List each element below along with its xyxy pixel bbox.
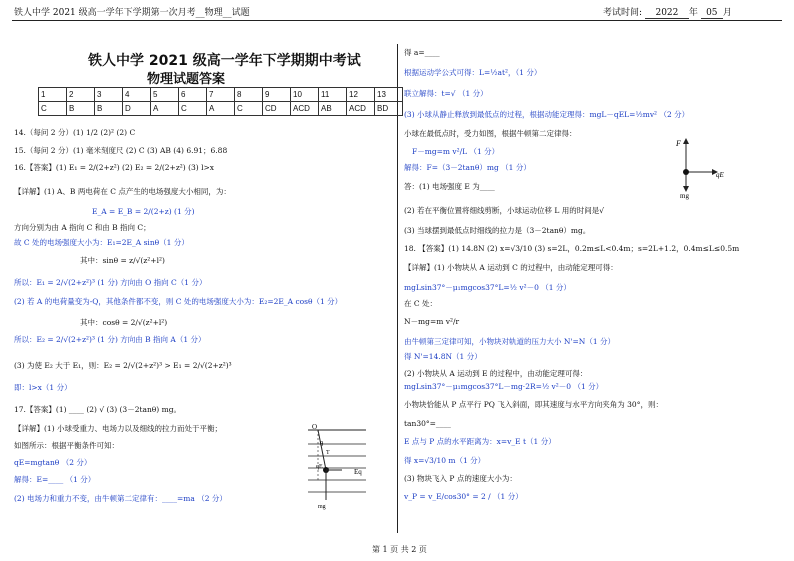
- answer-table-number-cell: 6: [179, 88, 207, 102]
- answer-table-number-cell: 12: [347, 88, 375, 102]
- pendulum-t-label: T: [326, 450, 330, 456]
- answer-table-answer-cell: ACD: [291, 102, 319, 116]
- header-exam-title: 铁人中学 2021 级高一学年下学期第一次月考__物理__试题: [14, 8, 250, 18]
- answer-table-number-cell: 8: [235, 88, 263, 102]
- right-answer-line: 答：(1) 电场强度 E 为____: [404, 182, 495, 191]
- pendulum-mg-label: mg: [318, 504, 326, 510]
- right-answer-line: 小物块恰能从 P 点平行 PQ 飞入斜面，即其速度与水平方向夹角为 30°，则：: [404, 400, 663, 409]
- answer-table-answer-cell: B: [67, 102, 95, 116]
- right-answer-line: 小球在最低点时，受力如图，根据牛顿第二定律得：: [404, 129, 577, 138]
- left-answer-line: 方向分别为由 A 指向 C 和由 B 指向 C；: [14, 223, 151, 232]
- right-answer-line: 在 C 处：: [404, 299, 438, 308]
- answer-table-answer-cell: A: [151, 102, 179, 116]
- right-answer-line: mgLsin37°－μ₁mgcos37°L=½ v²－0 （1 分）: [404, 283, 571, 292]
- answer-table-number-cell: 9: [263, 88, 291, 102]
- right-answer-line: (3) 物块飞入 P 点的速度大小为：: [404, 474, 517, 483]
- right-answer-line: 由牛顿第三定律可知，小物块对轨道的压力大小 N'=N（1 分）: [404, 337, 616, 346]
- right-answer-line: 得 x=√3/10 m（1 分）: [404, 456, 486, 465]
- right-answer-line: 得 a=____: [404, 48, 440, 57]
- answer-table-number-cell: 1: [39, 88, 67, 102]
- left-answer-line: 【详解】(1) 小球受重力、电场力以及细线的拉力而处于平衡；: [14, 424, 223, 433]
- answer-table-answer-cell: A: [207, 102, 235, 116]
- right-answer-line: (3) 当球摆到最低点时细线的拉力是（3－2tanθ）mg。: [404, 226, 591, 235]
- exam-month-suffix: 月: [722, 8, 732, 18]
- answer-table-answer-cell: CD: [263, 102, 291, 116]
- answer-table-answer-cell: B: [95, 102, 123, 116]
- answer-table-answer-cell: C: [235, 102, 263, 116]
- left-answer-line: (2) 电场力和重力不变，由牛顿第二定律有：____=ma （2 分）: [14, 494, 227, 503]
- right-answer-line: (2) 小物块从 A 运动到 E 的过程中，由动能定理可得：: [404, 369, 588, 378]
- right-answer-line: 【详解】(1) 小物块从 A 运动到 C 的过程中，由动能定理可得：: [404, 263, 618, 272]
- right-answer-line: N－mg=m v²/r: [404, 317, 460, 326]
- right-answer-line: (2) 若在平衡位置将细线剪断，小球运动位移 L 用的时间是√: [404, 206, 605, 215]
- force-diagram: [666, 134, 726, 200]
- exam-time-label: 考试时间:: [603, 8, 643, 18]
- answer-table-number-cell: 7: [207, 88, 235, 102]
- header-rule: [12, 20, 782, 21]
- column-divider: [397, 44, 398, 533]
- answer-table-answer-cell: C: [39, 102, 67, 116]
- left-answer-line: (2) 若 A 的电荷量变为-Q，其他条件都不变，则 C 处的电场强度大小为：E₂=2E_A cosθ（1 分）: [14, 297, 343, 306]
- answer-table-number-cell: 3: [95, 88, 123, 102]
- pendulum-theta-label: θ: [320, 440, 324, 448]
- left-answer-line: 15.（每问 2 分）(1) 毫米刻度尺 (2) C (3) AB (4) 6.91；6.88: [14, 146, 228, 155]
- left-answer-line: 其中：sinθ = z/√(z²+l²): [80, 256, 165, 265]
- answer-table-number-cell: 10: [291, 88, 319, 102]
- left-answer-line: qE=mgtanθ （2 分）: [14, 458, 92, 467]
- answer-table-number-cell: 11: [319, 88, 347, 102]
- right-answer-line: 根据运动学公式可得：L=½at²，（1 分）: [404, 68, 542, 77]
- answer-table-answer-row: [39, 102, 403, 116]
- force-qe-label: qE: [716, 171, 724, 179]
- exam-year: 2022: [645, 8, 689, 19]
- pendulum-qe-label: qE: [316, 464, 323, 470]
- left-answer-line: 16.【答案】(1) E₁ = 2/(2+z²) (2) E₂ = 2/(2+z²) (3) l>x: [14, 163, 215, 172]
- page-subtitle: 物理试题答案: [147, 72, 226, 87]
- answer-table-answer-cell: ACD: [347, 102, 375, 116]
- left-answer-line: 所以：E₂ = 2/√(2+z²)³ (1 分) 方向由 B 指向 A（1 分）: [14, 335, 206, 344]
- answer-table: [38, 87, 403, 116]
- left-answer-line: E_A = E_B = 2/(2+z) (1 分): [92, 207, 195, 216]
- right-answer-line: F－mg=m v²/L （1 分）: [412, 147, 500, 156]
- pendulum-eq-label: Eq: [354, 468, 362, 476]
- exam-year-suffix: 年: [688, 8, 698, 18]
- right-answer-line: mgLsin37°－μ₁mgcos37°L－mg·2R=½ v²－0 （1 分）: [404, 382, 604, 391]
- right-answer-line: 联立解得：t=√ （1 分）: [404, 89, 488, 98]
- exam-month: 05: [701, 8, 723, 19]
- answer-table-answer-cell: C: [179, 102, 207, 116]
- force-f-label: F: [676, 139, 681, 148]
- answer-table-number-cell: 5: [151, 88, 179, 102]
- left-answer-line: (3) 为使 E₂ 大于 E₁，则：E₂ = 2/√(2+z²)³ > E₁ = 2/√(2+z²)³: [14, 361, 232, 370]
- answer-table-answer-cell: AB: [319, 102, 347, 116]
- answer-table-number-cell: 2: [67, 88, 95, 102]
- left-answer-line: 故 C 处的电场强度大小为：E₁=2E_A sinθ（1 分）: [14, 238, 189, 247]
- answer-table-answer-cell: BD: [375, 102, 403, 116]
- right-answer-line: v_P = v_E/cos30° = 2 / （1 分）: [404, 492, 523, 501]
- right-answer-line: tan30°=____: [404, 419, 451, 428]
- page-footer: 第 1 页 共 2 页: [372, 545, 427, 554]
- left-answer-line: 如图所示：根据平衡条件可知：: [14, 441, 119, 450]
- page-title: 铁人中学 2021 级高一学年下学期期中考试: [88, 53, 361, 69]
- answer-table-number-row: [39, 88, 403, 102]
- left-answer-line: 14.（每问 2 分）(1) 1/2 (2)² (2) C: [14, 128, 136, 137]
- pendulum-diagram: [300, 422, 380, 510]
- left-answer-line: 解得：E=____ （1 分）: [14, 475, 96, 484]
- left-answer-line: 所以：E₁ = 2/√(2+z²)³ (1 分) 方向由 O 指向 C（1 分）: [14, 278, 207, 287]
- right-answer-line: (3) 小球从静止释放到最低点的过程，根据动能定理得：mgL－qEL=½mv² （2 分）: [404, 110, 690, 119]
- left-answer-line: 【详解】(1) A、B 两电荷在 C 点产生的电场强度大小相同，为：: [14, 187, 231, 196]
- left-answer-line: 17.【答案】(1) ____ (2) √ (3) (3－2tanθ) mg。: [14, 405, 182, 414]
- force-mg-label: mg: [680, 192, 689, 200]
- left-answer-line: 即：l>x（1 分）: [14, 383, 72, 392]
- right-answer-line: 解得：F=（3－2tanθ）mg （1 分）: [404, 163, 531, 172]
- pendulum-o-label: O: [312, 423, 318, 431]
- right-answer-line: E 点与 P 点的水平距离为：x=v_E t（1 分）: [404, 437, 556, 446]
- answer-table-number-cell: 13: [375, 88, 403, 102]
- answer-table-number-cell: 4: [123, 88, 151, 102]
- answer-table-answer-cell: D: [123, 102, 151, 116]
- left-answer-line: 其中：cosθ = 2/√(z²+l²): [80, 318, 168, 327]
- right-answer-line: 18. 【答案】(1) 14.8N (2) x=√3/10 (3) s=2L，0.2m≤L<0.4m；s=2L+1.2，0.4m≤L≤0.5m: [404, 244, 740, 253]
- header-exam-time: [603, 5, 732, 19]
- right-answer-line: 得 N'=14.8N（1 分）: [404, 352, 482, 361]
